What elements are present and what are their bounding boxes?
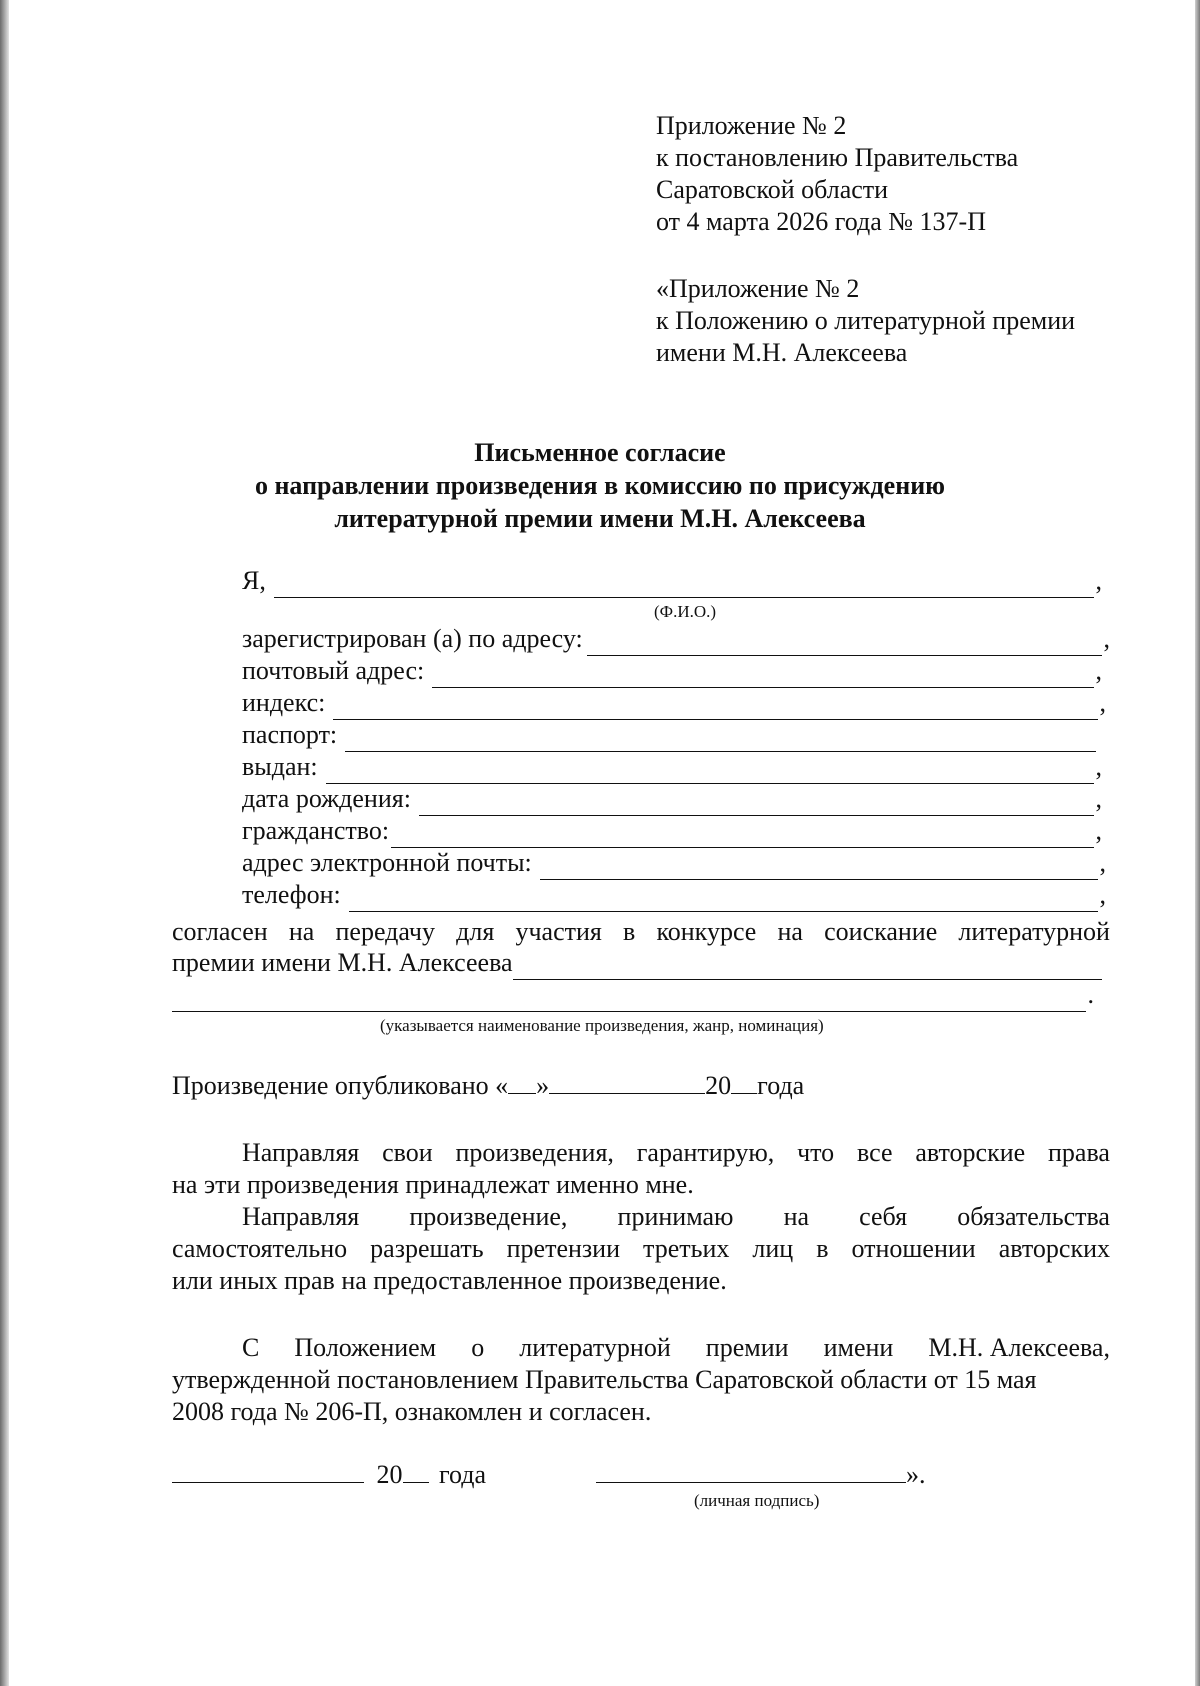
word: авторских	[998, 1234, 1110, 1263]
field-comma: ,	[1095, 816, 1102, 845]
word: на	[288, 917, 315, 946]
header-line: «Приложение № 2	[656, 274, 860, 303]
field-label: телефон:	[242, 880, 341, 909]
word: Направляя	[242, 1138, 360, 1167]
header-line: Саратовской области	[656, 175, 889, 204]
obligation-line	[242, 1201, 1110, 1233]
word: литературной	[519, 1333, 671, 1362]
field-label: индекс:	[242, 688, 326, 717]
word: о	[471, 1333, 485, 1362]
word: конкурсе	[656, 917, 757, 946]
word: разрешать	[370, 1234, 484, 1263]
field-label: дата рождения:	[242, 784, 411, 813]
field-label: выдан:	[242, 752, 318, 781]
phone-row	[242, 880, 1106, 912]
postcode-row	[242, 688, 1106, 720]
signature-closing: ».	[906, 1460, 926, 1489]
word: авторские	[915, 1138, 1026, 1167]
issued-by-row	[242, 752, 1102, 784]
word: Направляя	[242, 1202, 360, 1231]
header-line: Приложение № 2	[656, 111, 847, 140]
word: в	[623, 917, 636, 946]
work-name-label: премии имени М.Н. Алексеева	[172, 948, 513, 977]
acquaint-line	[242, 1332, 1110, 1364]
obligation-line: или иных прав на предоставленное произведение.	[172, 1266, 727, 1295]
signature-block	[596, 1459, 926, 1491]
word: произведения,	[455, 1138, 614, 1167]
word: обязательства	[957, 1202, 1110, 1231]
word: отношении	[851, 1234, 976, 1263]
field-label: гражданство:	[242, 816, 390, 845]
published-day-field[interactable]	[508, 1071, 536, 1094]
work-name-row-2	[172, 980, 1094, 1012]
birth-date-field[interactable]	[419, 791, 1094, 816]
header-line: к постановлению Правительства	[656, 143, 1019, 172]
document-title: Письменное согласие	[474, 438, 726, 467]
postcode-field[interactable]	[333, 695, 1097, 720]
word: претензии	[506, 1234, 621, 1263]
word: гарантирую,	[636, 1138, 775, 1167]
word: самостоятельно	[172, 1234, 348, 1263]
field-label: зарегистрирован (а) по адресу:	[242, 624, 583, 653]
word: третьих	[643, 1234, 730, 1263]
published-quote-close: »	[536, 1071, 550, 1100]
field-comma: ,	[1095, 784, 1102, 813]
published-suffix: года	[757, 1071, 805, 1100]
word: согласен	[172, 917, 268, 946]
email-field[interactable]	[540, 855, 1098, 880]
document-title: литературной премии имени М.Н. Алексеева	[334, 504, 866, 533]
signature-year-field[interactable]	[403, 1460, 429, 1483]
word: участия	[515, 917, 602, 946]
word: Положением	[294, 1333, 437, 1362]
guarantee-line	[242, 1137, 1110, 1169]
acquaint-line: 2008 года № 206-П, ознакомлен и согласен.	[172, 1397, 652, 1426]
word: имени	[823, 1333, 894, 1362]
fio-caption: (Ф.И.О.)	[654, 602, 717, 621]
signature-field[interactable]	[596, 1460, 906, 1483]
consent-line	[172, 916, 1110, 948]
registered-address-field[interactable]	[587, 631, 1102, 656]
word: на	[777, 917, 803, 946]
word: лиц	[752, 1234, 794, 1263]
passport-row	[242, 720, 1098, 752]
scan-edge-right	[1195, 0, 1200, 1686]
word: все	[857, 1138, 893, 1167]
word: себя	[859, 1202, 908, 1231]
field-comma: ,	[1099, 688, 1106, 717]
field-comma: ,	[1099, 880, 1106, 909]
obligation-line	[172, 1233, 1110, 1265]
work-name-period: .	[1087, 980, 1094, 1009]
fio-row	[242, 566, 1102, 598]
signature-year-prefix: 20	[376, 1460, 403, 1489]
word: С	[242, 1333, 260, 1362]
passport-field[interactable]	[345, 727, 1096, 752]
signature-date	[172, 1459, 486, 1491]
field-comma: ,	[1095, 752, 1102, 781]
header-line: имени М.Н. Алексеева	[656, 338, 908, 367]
word: на	[783, 1202, 810, 1231]
acquaint-line: утвержденной постановлением Правительства Саратовской области от 15 мая	[172, 1365, 1037, 1394]
word: премии	[705, 1333, 789, 1362]
published-prefix: Произведение опубликовано «	[172, 1071, 509, 1100]
scan-edge-left	[0, 0, 9, 1686]
word: для	[456, 917, 495, 946]
word: в	[816, 1234, 829, 1263]
citizenship-row	[242, 816, 1102, 848]
citizenship-field[interactable]	[391, 823, 1093, 848]
word: принимаю	[617, 1202, 734, 1231]
word: свои	[382, 1138, 433, 1167]
postal-address-field[interactable]	[432, 663, 1093, 688]
header-line: к Положению о литературной премии	[656, 306, 1076, 335]
signature-year-suffix: года	[439, 1460, 487, 1489]
work-name-field[interactable]	[513, 955, 1102, 980]
field-label: адрес электронной почты:	[242, 848, 532, 877]
signature-caption: (личная подпись)	[694, 1491, 820, 1510]
fio-comma: ,	[1095, 566, 1102, 595]
published-year-prefix: 20	[705, 1071, 732, 1100]
field-comma: ,	[1103, 624, 1110, 653]
word: что	[797, 1138, 835, 1167]
word: соискание	[824, 917, 938, 946]
postal-address-row	[242, 656, 1102, 688]
published-year-field[interactable]	[731, 1071, 757, 1094]
work-name-row	[172, 948, 1102, 980]
published-line	[172, 1070, 804, 1102]
birth-date-row	[242, 784, 1102, 816]
field-label: паспорт:	[242, 720, 338, 749]
word: права	[1047, 1138, 1110, 1167]
work-name-field-2[interactable]	[172, 987, 1086, 1012]
published-month-field[interactable]	[549, 1071, 705, 1094]
fio-field[interactable]	[274, 573, 1094, 598]
phone-field[interactable]	[349, 887, 1098, 912]
word: произведение,	[409, 1202, 568, 1231]
guarantee-line: на эти произведения принадлежат именно мне.	[172, 1170, 694, 1199]
field-label: почтовый адрес:	[242, 656, 425, 685]
field-comma: ,	[1099, 848, 1106, 877]
document-title: о направлении произведения в комиссию по присуждению	[254, 471, 946, 500]
work-caption: (указывается наименование произведения, жанр, номинация)	[380, 1016, 824, 1035]
signature-date-field[interactable]	[172, 1460, 364, 1483]
word: литературной	[958, 917, 1110, 946]
header-line: от 4 марта 2026 года № 137-П	[656, 207, 986, 236]
issued-by-field[interactable]	[326, 759, 1094, 784]
word: М.Н. Алексеева,	[928, 1333, 1110, 1362]
registered-address-row	[242, 624, 1110, 656]
word: передачу	[335, 917, 435, 946]
email-row	[242, 848, 1106, 880]
fio-label: Я,	[242, 566, 266, 595]
field-comma: ,	[1095, 656, 1102, 685]
